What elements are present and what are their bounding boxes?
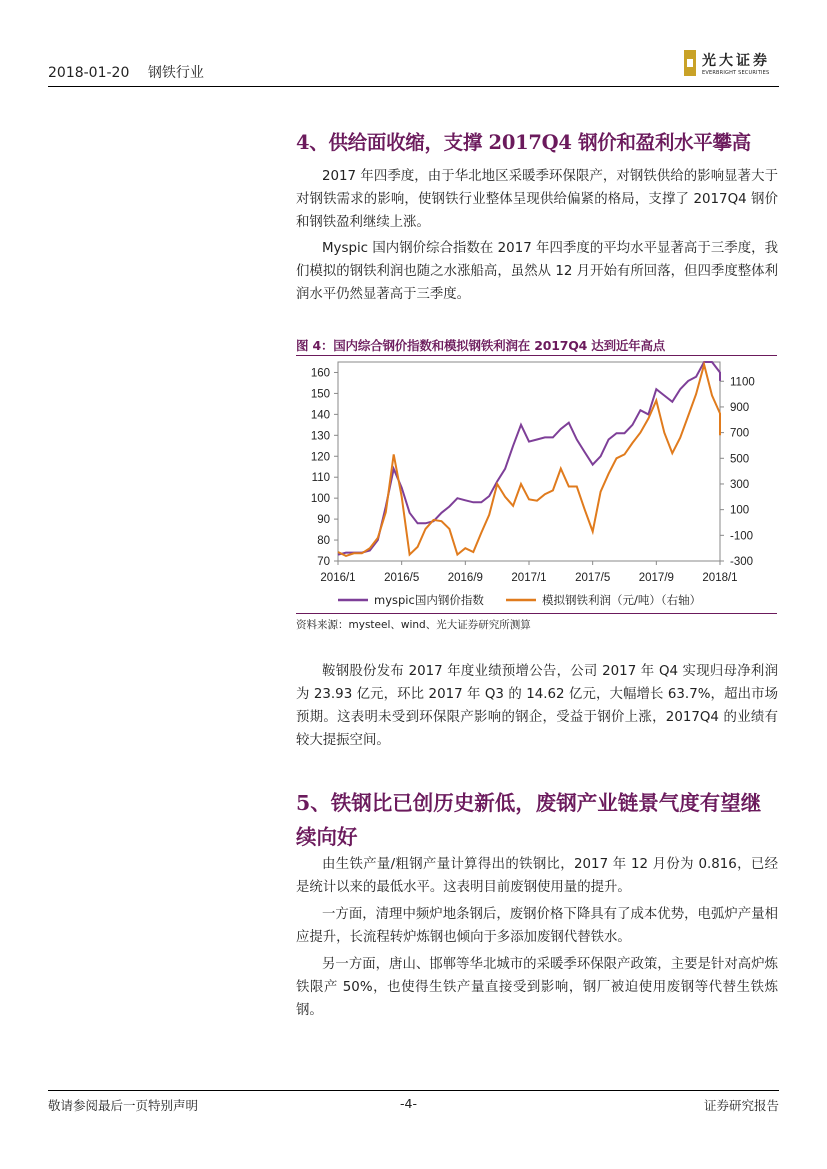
line-chart [296, 356, 777, 612]
header-date: 2018-01-20 [48, 65, 130, 81]
y-left-tick-label: 120 [310, 451, 330, 464]
y-right-tick-label: 900 [730, 401, 750, 414]
x-tick-label: 2017/1 [511, 572, 547, 584]
section-4-title: 4、供给面收缩，支撑 2017Q4 钢价和盈利水平攀高 [296, 131, 751, 154]
legend-label: myspic国内钢价指数 [374, 593, 484, 607]
x-tick-label: 2018/1 [702, 572, 738, 584]
header-industry: 钢铁行业 [147, 65, 204, 81]
paragraph: 2017 年四季度，由于华北地区采暖季环保限产，对钢铁供给的影响显著大于对钢铁需求的影响，使钢铁行业整体呈现供给偏紧的格局，支撑了 2017Q4 钢价和钢铁盈利继续上涨。 [296, 169, 778, 230]
y-left-tick-label: 160 [310, 367, 330, 380]
header-rule [48, 86, 779, 87]
section-5-title: 5、铁钢比已创历史新低，废钢产业链景气度有望继续向好 [296, 791, 762, 849]
paragraph: 由生铁产量/粗钢产量计算得出的铁钢比，2017 年 12 月份为 0.816，已经是统计以来的最低水平。这表明目前废钢使用量的提升。 [296, 857, 778, 895]
footer-rule [48, 1090, 779, 1091]
y-right-tick-label: -300 [730, 556, 754, 568]
legend-label: 模拟钢铁利润（元/吨）（右轴） [542, 593, 702, 607]
footer-disclaimer: 敬请参阅最后一页特别声明 [48, 1098, 199, 1113]
page-number: -4- [400, 1096, 417, 1111]
y-left-tick-label: 110 [311, 472, 330, 485]
x-tick-label: 2017/9 [638, 572, 674, 584]
x-tick-label: 2017/5 [575, 572, 611, 584]
y-right-tick-label: 500 [730, 453, 750, 466]
y-left-tick-label: 70 [317, 556, 330, 568]
y-right-tick-label: 100 [730, 504, 750, 517]
figure-rule-bottom [296, 613, 777, 614]
y-left-tick-label: 150 [310, 388, 330, 401]
y-left-tick-label: 90 [317, 514, 330, 527]
y-left-tick-label: 100 [310, 493, 330, 506]
footer-report-type: 证券研究报告 [703, 1098, 779, 1113]
page-header [48, 62, 204, 82]
logo-name-en: EVERBRIGHT SECURITIES [702, 70, 770, 76]
y-right-tick-label: 300 [730, 478, 750, 491]
y-left-tick-label: 80 [317, 535, 330, 548]
x-tick-label: 2016/1 [320, 572, 356, 584]
paragraph: 另一方面，唐山、邯郸等华北城市的采暖季环保限产政策，主要是针对高炉炼铁限产 50%，也使得生铁产量直接受到影响，钢厂被迫使用废钢等代替生铁炼钢。 [296, 957, 778, 1018]
y-right-tick-label: 1100 [730, 376, 755, 389]
y-left-tick-label: 130 [310, 430, 330, 443]
paragraph: 鞍钢股份发布 2017 年度业绩预增公告，公司 2017 年 Q4 实现归母净利润为 23.93 亿元，环比 2017 年 Q3 的 14.62 亿元，大幅增长 63.7%，超出市场预期。这表明未受到环保限产影响的钢企，受益于钢价上涨，2017Q4 的业绩有较大提振空间。 [296, 664, 778, 748]
paragraph: Myspic 国内钢价综合指数在 2017 年四季度的平均水平显著高于三季度，我们模拟的钢铁利润也随之水涨船高，虽然从 12 月开始有所回落，但四季度整体利润水平仍然显著高于三季度。 [296, 241, 778, 302]
paragraph: 一方面，清理中频炉地条钢后，废钢价格下降具有了成本优势，电弧炉产量相应提升，长流程转炉炼钢也倾向于多添加废钢代替铁水。 [296, 907, 778, 945]
logo-mark-icon [684, 50, 696, 76]
x-tick-label: 2016/5 [384, 572, 420, 584]
y-left-tick-label: 140 [310, 409, 330, 422]
y-right-tick-label: -100 [730, 530, 754, 543]
company-logo [684, 48, 780, 82]
figure-title: 图 4：国内综合钢价指数和模拟钢铁利润在 2017Q4 达到近年高点 [296, 338, 666, 353]
y-right-tick-label: 700 [730, 427, 750, 440]
x-tick-label: 2016/9 [447, 572, 483, 584]
figure-source: 资料来源：mysteel、wind、光大证券研究所测算 [296, 619, 531, 631]
logo-name-cn: 光大证券 [702, 53, 770, 69]
